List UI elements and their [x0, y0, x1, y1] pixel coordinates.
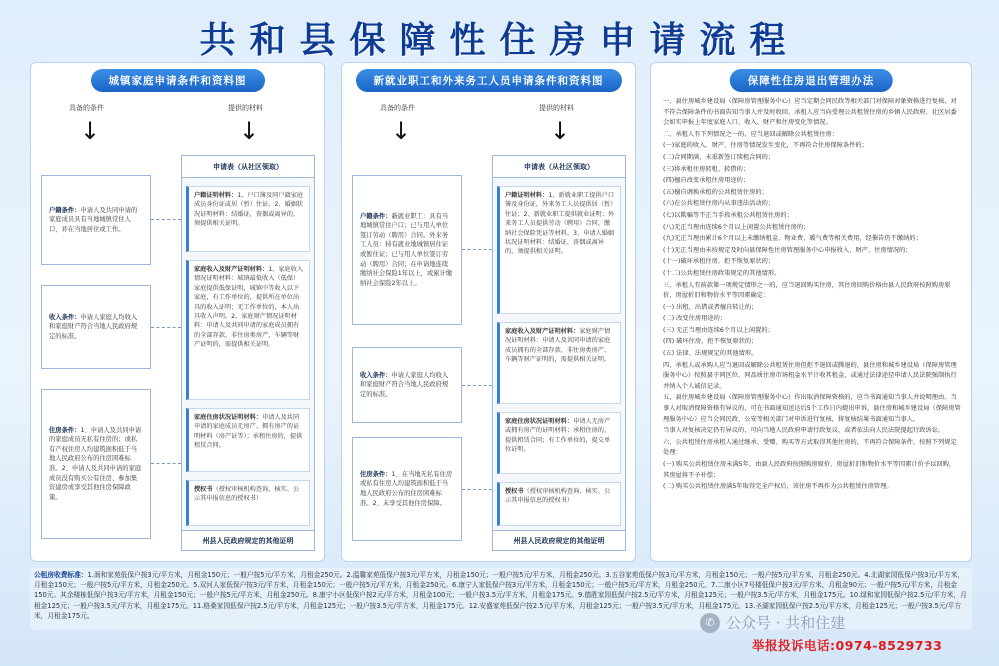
materials-column: [181, 155, 315, 551]
income-condition-box: 收入条件：申请人家庭人均收入和家庭财产符合当地人民政府规定的标准。: [352, 347, 462, 423]
connector-line: [462, 385, 492, 386]
household-condition-box: 户籍条件：新就业职工：具有当地城镇常住户口；已与用人单位签订劳动（聘用）合同。外来务工人员：持有就业地城镇居住证或暂住证；已与用人单位签订劳动（聘用）合同；在申请地连续缴纳社会保险1年以上，或累计缴纳社会保险2年以上。: [352, 175, 462, 325]
application-form-header: 申请表（从社区领取）: [493, 156, 625, 178]
housing-condition-box: 住房条件：1、在当地无私有住房或私有住房人均建筑面积低于当地人民政府公布的住房困难标准。2、未享受其他住房保障。: [352, 437, 462, 541]
connector-line: [462, 249, 492, 250]
complaint-hotline: 举报投诉电话:0974-8529733: [752, 638, 943, 653]
connector-line: [151, 327, 181, 328]
down-arrow-icon: ↓: [550, 117, 571, 145]
income-materials-section: 家庭收入及财产证明材料：1、家庭收入情况证明材料：城镇最低收入（低保）家庭提供低保证明，城镇中等收入以下家庭，有工作单位的，提供所在单位出具的收入证明；无工作单位的，本人出具收入声明。2、家庭财产情况证明材料：申请人及共同申请的家庭成员拥有的全部存款、非住房类房产、车辆等财产证明的，需提供相关证明。: [186, 260, 310, 400]
materials-label: 提供的材料: [539, 104, 574, 112]
connector-line: [462, 489, 492, 490]
exit-management-panel: [650, 62, 972, 562]
income-materials-section: 家庭收入及财产证明材料：家庭财产情况证明材料：申请人及共同申请的家庭成员拥有的全部存款、非住房类房产、车辆等财产证明的，需提供相关证明。: [497, 322, 621, 404]
materials-column: [492, 155, 626, 551]
connector-line: [151, 219, 181, 220]
materials-label: 提供的材料: [228, 104, 263, 112]
urban-family-panel: [30, 62, 325, 562]
housing-materials-section: 家庭住房状况证明材料：申请人无房产或拥有房产的证明材料；承租住房的，提供租赁合同；有工作单位的，提交单位证明。: [497, 412, 621, 474]
exit-rules-text: 一、县住房城乡建设局（保障房管理服务中心）应当定期会同民政等相关部门对保障对象资格进行复核，对不符合保障条件的书面告知当事人并及时收回。承租人应当向受理公共租赁住房的乡镇人民政府、社区居委会如实申报上年度家庭人口、收入、财产和住房变化等情况。 二、承租人有下列情况之一的，应当退回或解除公共租赁住房： (一)家庭的收入、财产、住房等情况发生变化，不再符合住房保障条件的； (二)合同期满，未重新签订续租合同的； (三)将承租住房转租、转借的； (四)擅自改变承租住房用途的； (五)擅自调换承租的公共租赁住房的； (六)在公共租赁住房内从事违法活动的； (七)以欺骗等不正当手段承租公共租赁住房的； (八)无正当理由连续6个月以上闲置公共租赁住房的； (九)无正当理由累计6个月以上未缴纳租金、物业费、暖气费等相关费用，经催告仍不缴纳的； (十)无正当理由未按规定及时向县保障性住房管理服务中心申报收入、财产、住房情况的； (十一)破坏承租住房，拒不恢复原状的； (十二)公共租赁住房政策规定的其他情形。 三、承租人有前款第一项规定情形之一的，应当退回购买住房，其住房回购价格由县人民政府按照购房原价、房屋折旧和物价水平等因素确定： (一) 出租、出借或者擅自转让的； (二) 改变住房用途的； (三) 无正当理由连续6个月以上闲置的； (四) 破坏住房，拒不恢复原状的； (五) 法律、法规规定的其他情形。 四、承租人或承购人应当退回或解除公共租赁住房但拒不退回或腾退的，县住房和城乡建设局（保障房管理服务中心）按照县于同区位、同品质住房市场租金水平计收其租金，或通过法律途径申请人民法院强制执行并纳入个人诚信记录。 五、县住房城乡建设局（保障房管理服务中心）作出取消保障资格的，应当书面通知当事人并说明理由。当事人对取消保障资格有异议的，可在书面通知送达后5个工作日内提出申诉，县住房和城乡建设局（保障房管理服务中心）应当会同民政、公安等相关部门对申诉进行复核，将复核结果书面通知当事人。 当事人对复核决定仍有异议的，可向当地人民政府申请行政复议，或者依法向人民法院提起行政诉讼。 六、公共租赁住房承租人通过继承、受赠、购买等方式取得其他住房的，不再符合保障条件，按照下列规定处理： (一) 购买公共租赁住房未满5年，由县人民政府按照购房原价、房屋折旧和物价水平等因素计价予以回购，其房屋将不予补偿； (二) 购买公共租赁住房满5年取得完全产权后，该住房不再作为公共租赁住房管理。: [663, 98, 961, 491]
wechat-icon: ✆: [700, 613, 720, 633]
household-condition-box: 户籍条件：申请人及共同申请的家庭成员具有当地城镇常住人口，并在当地居住或工作。: [41, 175, 151, 265]
other-proof-footer: 州县人民政府规定的其他证明: [182, 530, 314, 550]
authorization-section: 授权书（授权审核机构查询、核实、公示其申报信息的授权书）: [186, 480, 310, 526]
page-title: 共和县保障性住房申请流程: [199, 20, 800, 61]
authorization-section: 授权书（授权审核机构查询、核实、公示其申报信息的授权书）: [497, 482, 621, 526]
rent-fee-standards: 公租房收费标准：1.润和家苑低保户按3元/平方米，月租金150元；一般户按5元/平方米，月租金250元。2.温馨家苑低保户按3元/平方米，月租金150元；一般户按5元/平方米，月租金250元。3.五谷家苑低保户按3元/平方米，月租金150元；一般户按5元/平方米，月租金250元。4.北湖家园低保户按3元/平方米，月租金150元；一般户按5元/平方米，月租金250元。5.双河人家低保户按3元/平方米，月租金150元；一般户按5元/平方米，月租金250元。6.康宁人家低保户按3元/平方米，月租金150元；一般户按5元/平方米，月租金250元。7.二康小区7号楼低保户按3元/平方米，月租金90元；一般户按5元/平方米，月租金150元。其余楼栋低保户按3元/平方米，月租金150元；一般户按5元/平方米，月租金250元。8.康宁小区低保户按2元/平方米，月租金100元；一般户按3.5元/平方米，月租金175元。9.德胜家园低保户按2.5元/平方米，月租金125元；一般户按3.5元/平方米，月租金175元。10.绿和家园低保户按2.5元/平方米，月租金125元；一般户按3.5元/平方米，月租金175元。11.格桑家园低保户按2.5元/平方米，月租金125元；一般户按3.5元/平方米，月租金175元。12.安盛家苑低保户按2.5元/平方米，月租金125元；一般户按3.5元/平方米，月租金175元。13.圣湖家园低保户按2.5元/平方米，月租金125元；一般户按3.5元/平方米，月租金175元。: [30, 568, 972, 630]
household-materials-section: 户籍证明材料：1、户口簿及同户籍家庭成员身份证或居（暂）住证。2、婚姻状况证明材料：结婚证，丧偶或离异的，须提供相关证明。: [186, 186, 310, 252]
housing-condition-box: 住房条件：1、申请人及共同申请的家庭成员无私有住房的；或私有产权住房人均建筑面积低于当地人民政府公布的住房困难标准。2、申请人及共同申请的家庭成员没有购买公有住房、参加集资建房或享受其他住房保障政策。: [41, 389, 151, 539]
connector-line: [151, 463, 181, 464]
other-proof-footer: 州县人民政府规定的其他证明: [493, 530, 625, 550]
application-form-header: 申请表（从社区领取）: [182, 156, 314, 178]
wechat-watermark: ✆ 公众号 · 共和住建: [700, 612, 845, 633]
panel-title: 保障性住房退出管理办法: [730, 69, 893, 92]
new-employee-migrant-panel: [341, 62, 636, 562]
household-materials-section: 户籍证明材料：1、新就业职工提供户口簿及身份证，外来务工人员提供居（暂）住证；2、新就业职工提供就业证明；外来务工人员提供劳动（聘用）合同、缴纳社会保险凭证等材料。3、申请人婚姻状况证明材料：结婚证，丧偶或离异的，须提供相关证明。: [497, 186, 621, 314]
down-arrow-icon: ↓: [239, 117, 260, 145]
panel-title: 城镇家庭申请条件和资料图: [91, 69, 265, 92]
housing-materials-section: 家庭住房状况证明材料：申请人及共同申请的家庭成员无房产、拥有房产的证明材料（房产证等）；承租住房的，提供租赁合同。: [186, 408, 310, 472]
conditions-label: 具备的条件: [69, 104, 104, 112]
conditions-label: 具备的条件: [380, 104, 415, 112]
income-condition-box: 收入条件：申请人家庭人均收入和家庭财产符合当地人民政府规定的标准。: [41, 285, 151, 369]
panel-title: 新就业职工和外来务工人员申请条件和资料图: [356, 69, 622, 92]
down-arrow-icon: ↓: [80, 117, 101, 145]
down-arrow-icon: ↓: [391, 117, 412, 145]
